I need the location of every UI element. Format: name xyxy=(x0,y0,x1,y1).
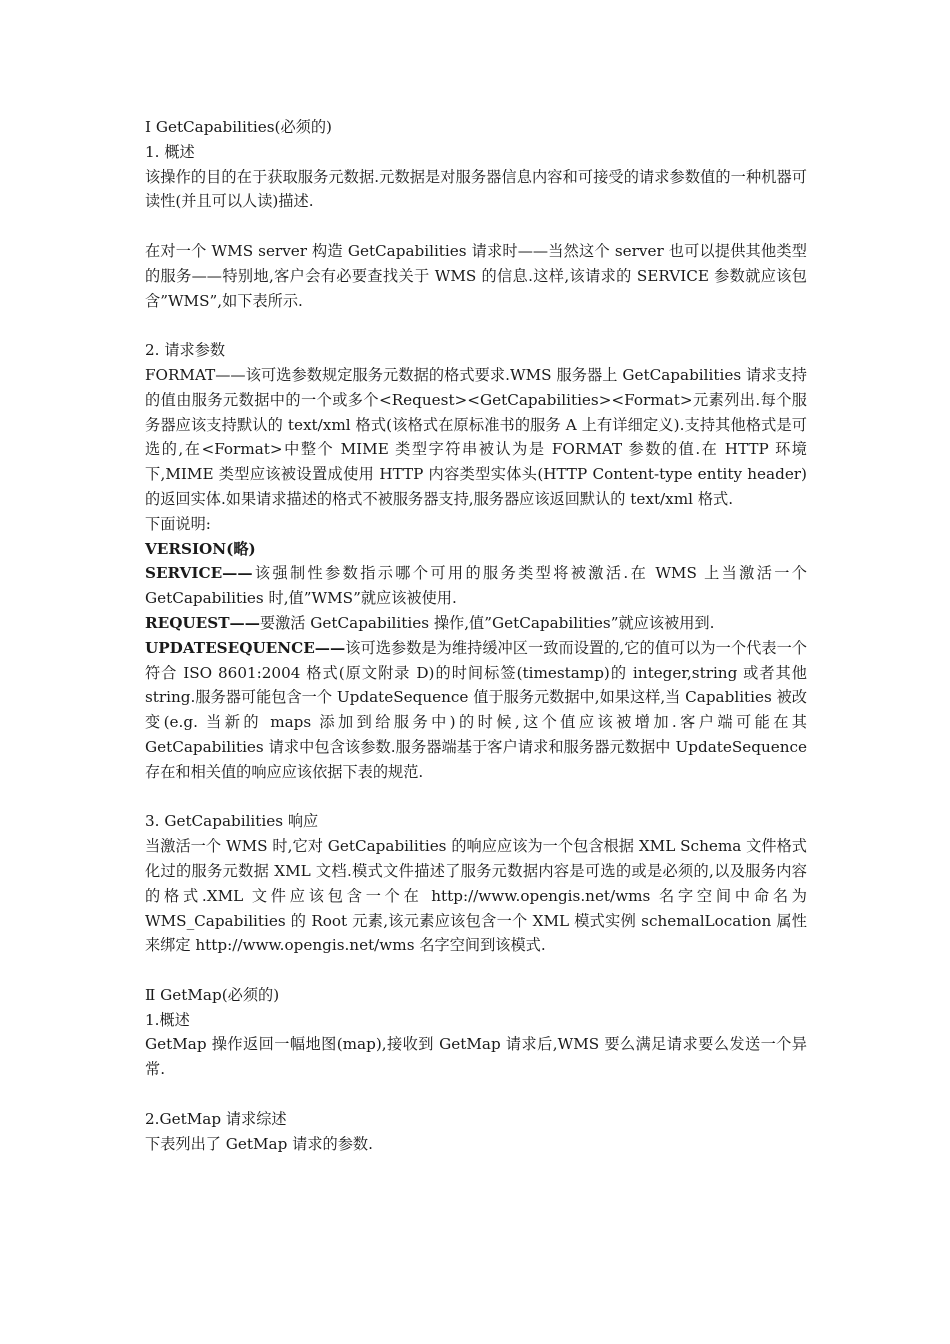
blank-line xyxy=(145,313,807,338)
getmap-overview-paragraph: GetMap 操作返回一幅地图(map),接收到 GetMap 请求后,WMS 要么满足请求要么发送一个异常. xyxy=(145,1035,807,1079)
blank-line xyxy=(145,958,807,983)
updatesequence-item xyxy=(145,636,807,785)
section-2-1-heading: 1.概述 xyxy=(145,1010,190,1029)
response-paragraph: 当激活一个 WMS 时,它对 GetCapabilities 的响应应该为一个包含根据 XML Schema 文件格式化过的服务元数据 XML 文档.模式文件描述了服务元数据内容是可选的或是必须的,以及服务内容的格式.XML 文件应该包含一个在 http://www.opengis.net/wms 名字空间中命名为WMS_Capabilities 的 Root 元素,该元素应该包含一个 XML 模式实例 schemalLocation 属性来绑定 http://www.opengis.net/wms 名字空间到该模式. xyxy=(145,837,807,955)
version-item xyxy=(145,537,807,562)
version-description: (略) xyxy=(226,539,256,558)
request-description: 要激活 GetCapabilities 操作,值”GetCapabilities”就应该被用到. xyxy=(259,613,715,632)
overview-paragraph-2: 在对一个 WMS server 构造 GetCapabilities 请求时——当然这个 server 也可以提供其他类型的服务——特别地,客户会有必要查找关于 WMS 的信息.这样,该请求的 SERVICE 参数就应该包含”WMS”,如下表所示. xyxy=(145,241,807,310)
request-item xyxy=(145,611,807,636)
blank-line xyxy=(145,785,807,810)
section-1-3-heading: 3. GetCapabilities 响应 xyxy=(145,812,319,831)
blank-line xyxy=(145,1082,807,1107)
blank-line xyxy=(145,214,807,239)
updatesequence-term: UPDATESEQUENCE—— xyxy=(145,638,346,657)
explanation-intro: 下面说明: xyxy=(145,514,211,533)
format-paragraph: FORMAT——该可选参数规定服务元数据的格式要求.WMS 服务器上 GetCapabilities 请求支持的值由服务元数据中的一个或多个<Request><GetCapabilities><Format>元素列出.每个服务器应该支持默认的 text/xml 格式(该格式在原标准书的服务 A 上有详细定义).支持其他格式是可选的,在<Format>中整个 MIME 类型字符串被认为是 FORMAT 参数的值.在 HTTP 环境下,MIME 类型应该被设置成使用 HTTP 内容类型实体头(HTTP Content-type entity header)的返回实体.如果请求描述的格式不被服务器支持,服务器应该返回默认的 text/xml 格式. xyxy=(145,365,807,508)
service-term: SERVICE—— xyxy=(145,564,253,583)
request-term: REQUEST—— xyxy=(145,613,260,632)
version-term: VERSION xyxy=(145,539,227,558)
document-page xyxy=(145,115,807,1156)
section-2-2-heading: 2.GetMap 请求综述 xyxy=(145,1109,287,1128)
section-1-2-heading: 2. 请求参数 xyxy=(145,341,226,360)
updatesequence-description: 该可选参数是为维持缓冲区一致而设置的,它的值可以为一个代表一个符合 ISO 8601:2004 格式(原文附录 D)的时间标签(timestamp)的 integer,string 或者其他 string.服务器可能包含一个 UpdateSequence 值于服务元数据中,如果这样,当 Capablities 被改变(e.g. 当新的 maps 添加到给服务中)的时候,这个值应该被增加.客户端可能在其GetCapabilities 请求中包含该参数.服务器端基于客户请求和服务器元数据中 UpdateSequence 存在和相关值的响应应该依据下表的规范. xyxy=(145,638,807,781)
section-2-heading: Ⅱ GetMap(必须的) xyxy=(145,985,280,1004)
section-1-1-heading: 1. 概述 xyxy=(145,142,195,161)
section-1-heading: Ⅰ GetCapabilities(必须的) xyxy=(145,118,332,136)
overview-paragraph-1: 该操作的目的在于获取服务元数据.元数据是对服务器信息内容和可接受的请求参数值的一种机器可读性(并且可以人读)描述. xyxy=(145,167,807,211)
service-description: 该强制性参数指示哪个可用的服务类型将被激活.在 WMS 上当激活一个GetCapabilities 时,值”WMS”就应该被使用. xyxy=(145,564,807,608)
getmap-params-paragraph: 下表列出了 GetMap 请求的参数. xyxy=(145,1134,373,1153)
service-item xyxy=(145,561,807,611)
